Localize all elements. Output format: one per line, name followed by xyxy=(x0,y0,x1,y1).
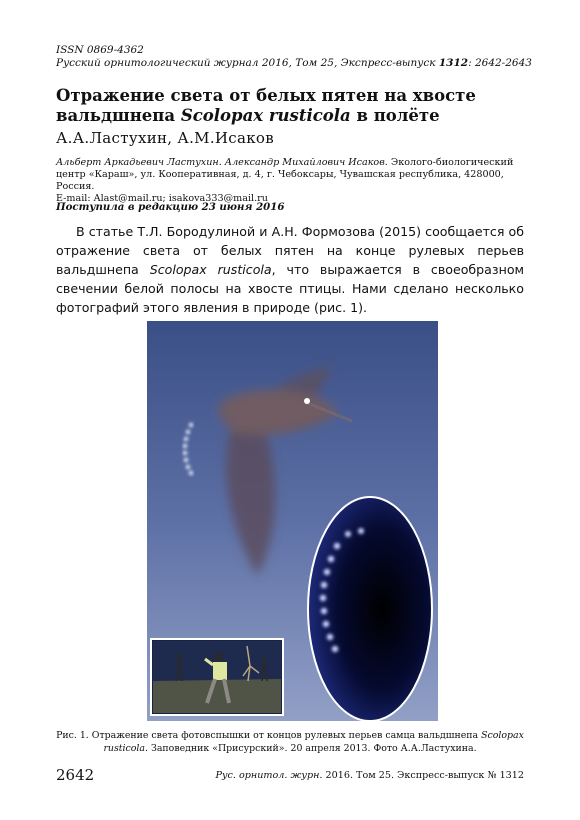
article-title: Отражение света от белых пятен на хвосте вальдшнепа Scolopax rusticola в полёте xyxy=(56,86,476,125)
journal-citation: Русский орнитологический журнал 2016, Том 25, Экспресс-выпуск 1312: 2642-2643 xyxy=(56,57,532,69)
issn: ISSN 0869-4362 xyxy=(56,44,144,56)
inset-ellipse xyxy=(308,497,432,721)
received-date: Поступила в редакцию 23 июня 2016 xyxy=(56,201,285,213)
body-paragraph: В статье Т.Л. Бородулиной и А.Н. Формозова (2015) сообщается об отражение света от белых пятен на конце рулевых перьев вальдшнепа Scolopax rusticola, что выражается в своеобразном свечении белой полосы на хвосте птицы. Нами сделано несколько фотографий этого явления в природе (рис. 1). xyxy=(56,224,525,315)
affiliation: Альберт Аркадьевич Ластухин. Александр Михайлович Исаков. Эколого-биологический центр «Караш», ул. Кооперативная, д. 4, г. Чебоксары, Чувашская республика, 428000, Россия. E-mail: Alast@mail.ru; isakova333@mail.ru xyxy=(56,157,526,205)
authors: А.А.Ластухин, А.М.Исаков xyxy=(56,129,274,147)
page-number: 2642 xyxy=(56,766,95,784)
running-footer: Рус. орнитол. журн. 2016. Том 25. Экспресс-выпуск № 1312 xyxy=(215,770,524,781)
woodcock-photo xyxy=(147,321,438,721)
figure-caption: Рис. 1. Отражение света фотовспышки от концов рулевых перьев самца вальдшнепа Scolopax rusticola. Заповедник «Присурский». 20 апреля 2013. Фото А.А.Ластухина. xyxy=(56,730,524,754)
email: E-mail: Alast@mail.ru; isakova333@mail.ru xyxy=(56,193,268,204)
inset-photographer xyxy=(151,639,283,715)
journal-header xyxy=(56,44,532,70)
